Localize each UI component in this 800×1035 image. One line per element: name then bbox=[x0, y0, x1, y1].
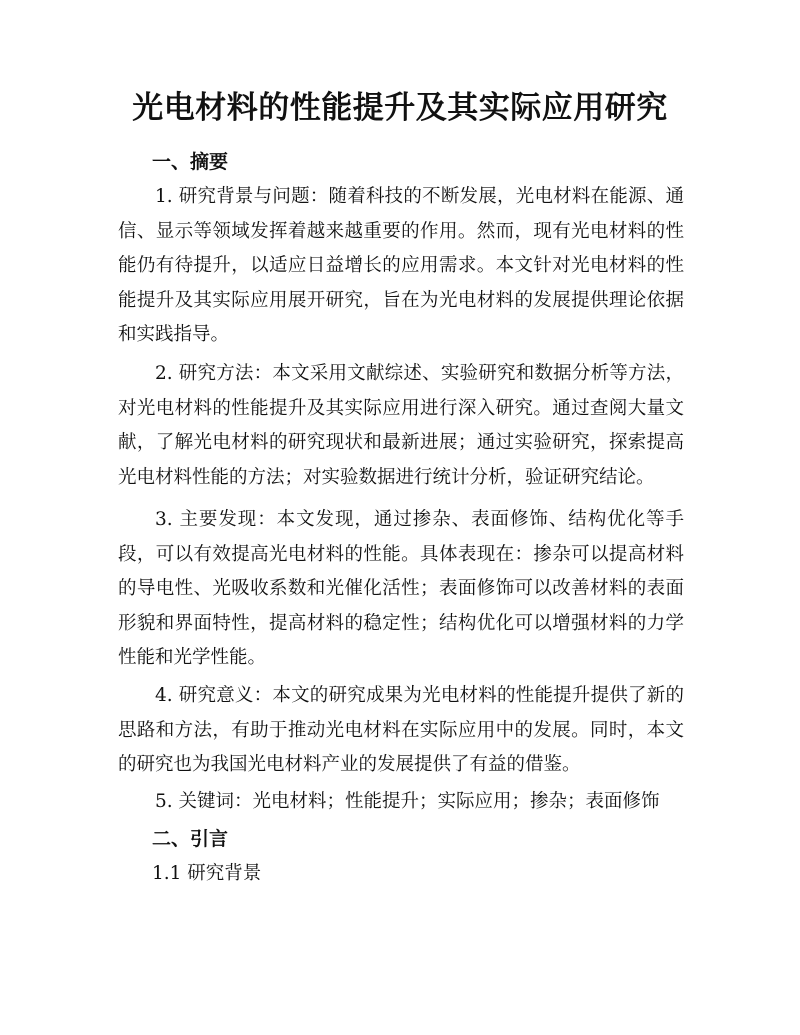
paragraph-research-method: 2. 研究方法：本文采用文献综述、实验研究和数据分析等方法，对光电材料的性能提升及其实际应用进行深入研究。通过查阅大量文献，了解光电材料的研究现状和最新进展；通过实验研究，探索提高光电材料性能的方法；对实验数据进行统计分析，验证研究结论。 bbox=[118, 363, 684, 488]
subsection-heading-background: 1.1 研究背景 bbox=[152, 863, 262, 884]
section-heading-introduction: 二、引言 bbox=[152, 828, 229, 850]
paragraph-research-background: 1. 研究背景与问题：随着科技的不断发展，光电材料在能源、通信、显示等领域发挥着越来越重要的作用。然而，现有光电材料的性能仍有待提升，以适应日益增长的应用需求。本文针对光电材料的性能提升及其实际应用展开研究，旨在为光电材料的发展提供理论依据和实践指导。 bbox=[118, 186, 684, 346]
section-heading-abstract: 一、摘要 bbox=[152, 151, 229, 173]
document-title: 光电材料的性能提升及其实际应用研究 bbox=[132, 90, 668, 126]
paragraph-keywords: 5. 关键词：光电材料；性能提升；实际应用；掺杂；表面修饰 bbox=[155, 791, 660, 812]
paragraph-research-significance: 4. 研究意义：本文的研究成果为光电材料的性能提升提供了新的思路和方法，有助于推动光电材料在实际应用中的发展。同时，本文的研究也为我国光电材料产业的发展提供了有益的借鉴。 bbox=[118, 685, 684, 776]
paragraph-main-findings: 3. 主要发现：本文发现，通过掺杂、表面修饰、结构优化等手段，可以有效提高光电材料的性能。具体表现在：掺杂可以提高材料的导电性、光吸收系数和光催化活性；表面修饰可以改善材料的表面形貌和界面特性，提高材料的稳定性；结构优化可以增强材料的力学性能和光学性能。 bbox=[118, 509, 684, 669]
